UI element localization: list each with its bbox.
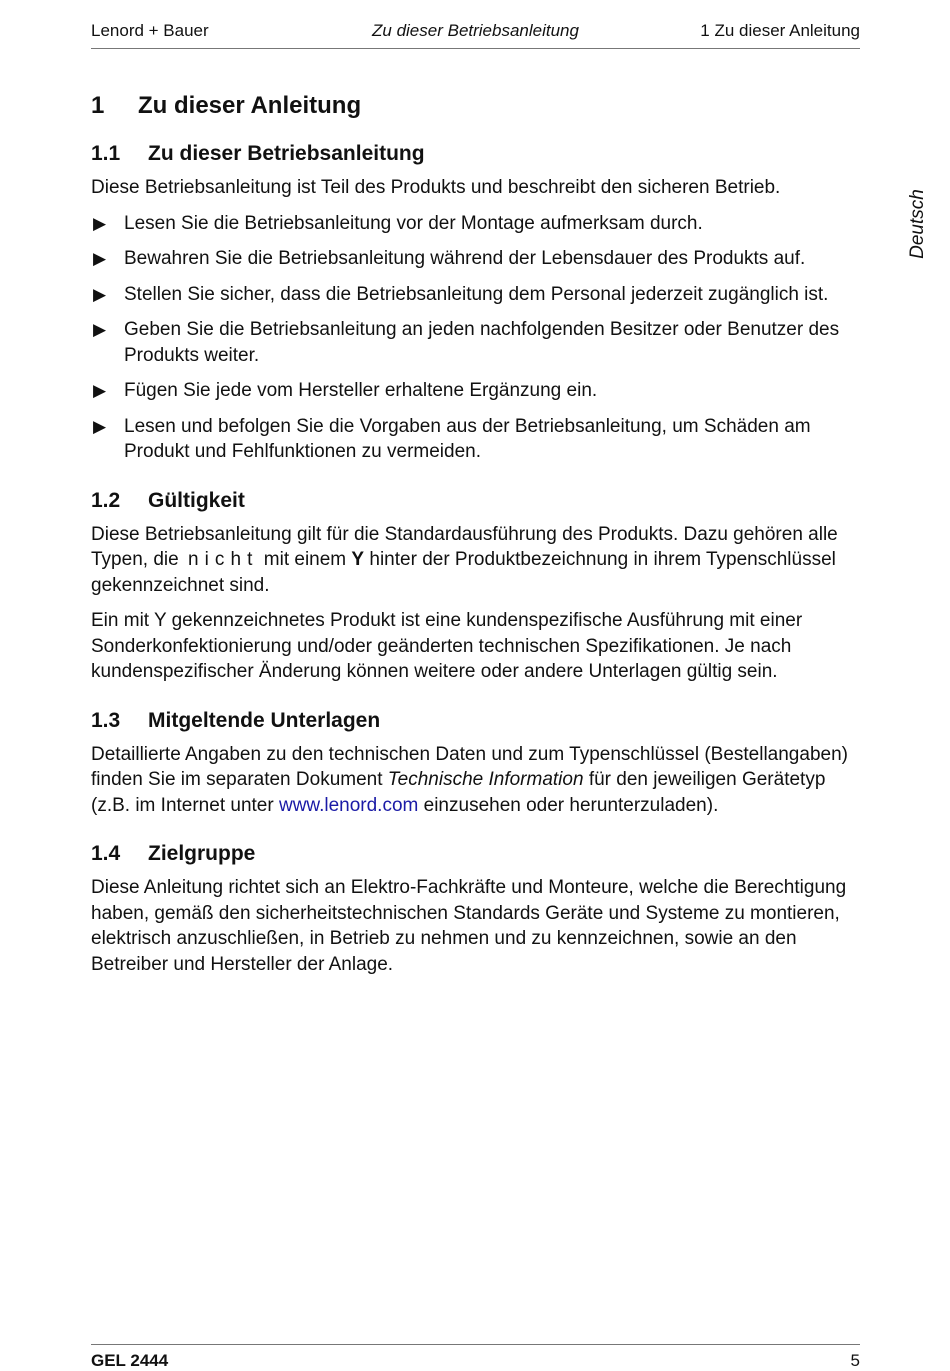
list-item: ▶ Geben Sie die Betriebsanleitung an jeden nachfolgenden Besitzer oder Benutzer des Produkts weiter. <box>93 319 840 366</box>
chapter-heading <box>91 90 861 122</box>
section-number: 1.1 <box>91 142 121 165</box>
triangle-bullet-icon: ▶ <box>93 381 107 400</box>
list-item: ▶ Lesen Sie die Betriebsanleitung vor der Montage aufmerksam durch. <box>91 211 861 237</box>
emphasis-spaced-text: nicht <box>187 549 259 570</box>
chapter-number: 1 <box>91 92 105 119</box>
language-tab <box>905 185 931 263</box>
page-footer <box>91 1344 860 1371</box>
list-item: ▶ Bewahren Sie die Betriebsanleitung während der Lebensdauer des Produkts auf. <box>91 246 861 272</box>
section-heading-1-2 <box>91 486 861 516</box>
section-number: 1.4 <box>91 842 121 865</box>
page-content <box>91 90 861 987</box>
instruction-list <box>91 211 861 465</box>
emphasis-bold-text: Y <box>351 549 365 570</box>
triangle-bullet-icon: ▶ <box>93 284 107 304</box>
list-item: ▶ Fügen Sie jede vom Hersteller erhaltene Ergänzung ein. <box>91 378 861 404</box>
chapter-title: Zu dieser Anleitung <box>138 92 362 119</box>
section-heading-1-4 <box>91 839 861 869</box>
website-link[interactable]: www.lenord.com <box>278 794 419 816</box>
list-item: ▶ Lesen und befolgen Sie die Vorgaben aus der Betriebsanleitung, um Schäden am Produkt und Fehlfunktionen zu vermeiden. <box>93 415 811 462</box>
section-1-4 <box>91 839 861 977</box>
header-chapter: 1 Zu dieser Anleitung <box>700 21 860 40</box>
section-title: Gültigkeit <box>148 488 245 512</box>
triangle-bullet-icon: ▶ <box>93 416 107 436</box>
related-documents-paragraph: Detaillierte Angaben zu den technischen Daten und zum Typenschlüssel (Bestellangaben) finden Sie im separaten Dokument Technische Information für den jeweiligen Gerätetyp (z.B. im Internet unter www.lenord.com einzusehen oder herunterzuladen). <box>91 743 848 816</box>
footer-document-code: GEL 2444 <box>91 1351 169 1370</box>
validity-paragraph: Diese Betriebsanleitung gilt für die Standardausführung des Produkts. Dazu gehören alle Typen, die nicht mit einem Y hinter der Produktbezeichnung in ihrem Typenschlüssel gekennzeichnet sind. <box>91 523 838 596</box>
target-group-paragraph: Diese Anleitung richtet sich an Elektro-Fachkräfte und Monteure, welche die Berechtigung haben, gemäß den sicherheitstechnischen Standards Geräte und Systeme zu montieren, elektrisch anzuschließen, in Betrieb zu nehmen und zu kennzeichnen, sowie an den Betreiber und Hersteller der Anlage. <box>91 877 847 975</box>
section-1-3 <box>91 706 861 819</box>
section-title: Zielgruppe <box>148 842 256 865</box>
section-heading-1-1 <box>91 139 861 169</box>
section-number: 1.3 <box>91 708 121 732</box>
header-document-title: Zu dieser Betriebsanleitung <box>372 21 579 40</box>
language-tab-label: Deutsch <box>907 189 928 259</box>
section-title: Mitgeltende Unterlagen <box>148 708 381 732</box>
triangle-bullet-icon: ▶ <box>93 249 107 268</box>
triangle-bullet-icon: ▶ <box>93 320 107 339</box>
section-1-2 <box>91 486 861 685</box>
page-header <box>91 21 860 49</box>
section-number: 1.2 <box>91 488 121 512</box>
document-name: Technische Information <box>387 769 584 790</box>
footer-page-number: 5 <box>850 1351 860 1370</box>
header-company: Lenord + Bauer <box>91 21 209 40</box>
list-item: ▶ Stellen Sie sicher, dass die Betriebsanleitung dem Personal jederzeit zugänglich ist. <box>91 282 861 308</box>
section-title: Zu dieser Betriebsanleitung <box>148 142 425 165</box>
section-1-1-intro: Diese Betriebsanleitung ist Teil des Produkts und beschreibt den sicheren Betrieb. <box>91 177 781 198</box>
custom-product-paragraph: Ein mit Y gekennzeichnetes Produkt ist eine kundenspezifische Ausführung mit einer Sonderkonfektionierung und/oder geänderten technischen Spezifikationen. Je nach kundenspezifischer Änderung können weitere oder andere Unterlagen gültig sein. <box>91 610 803 682</box>
section-heading-1-3 <box>91 706 861 736</box>
triangle-bullet-icon: ▶ <box>93 213 107 233</box>
